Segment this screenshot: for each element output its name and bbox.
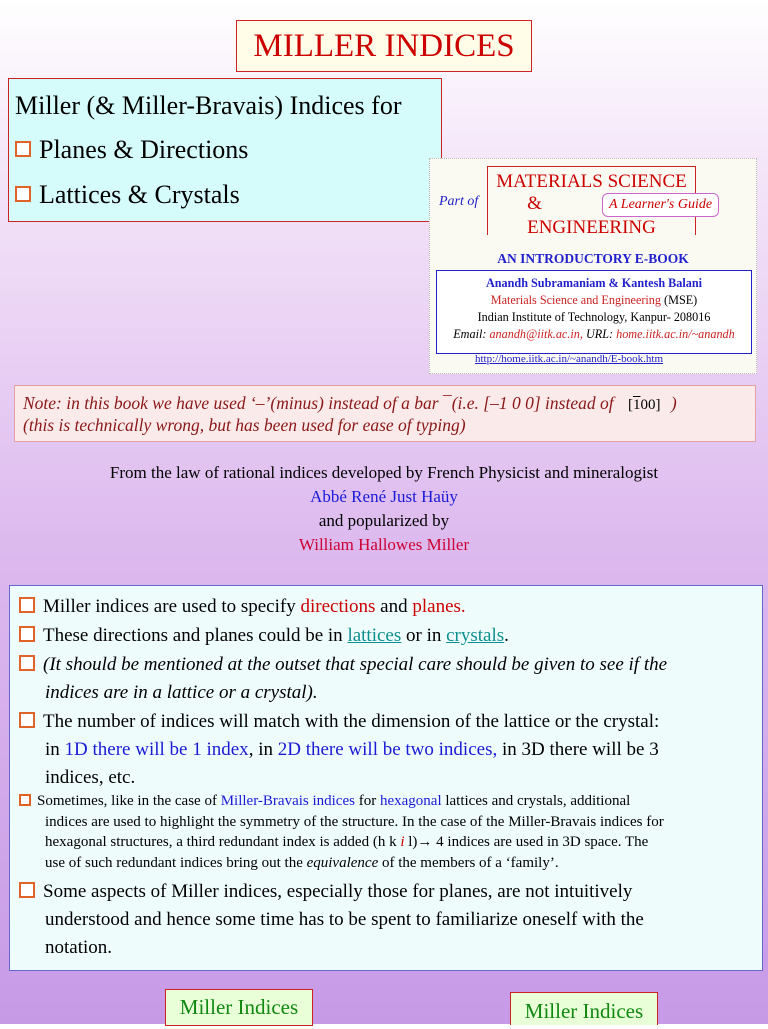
list-item: (It should be mentioned at the outset that special care should be given to see if the indices are in a lattice or a crystal). [19, 651, 667, 707]
square-bullet-icon [19, 626, 35, 642]
crystals-link[interactable]: crystals [446, 625, 505, 646]
square-bullet-icon [19, 655, 35, 671]
square-bullet-icon [19, 882, 35, 898]
square-bullet-icon [19, 712, 35, 728]
miller-indices-button-2[interactable]: Miller Indices [510, 992, 658, 1025]
square-bullet-icon [15, 141, 31, 157]
list-item: The number of indices will match with the dimension of the lattice or the crystal: in 1D there will be 1 index, in 2D there will be two indices, in 3D there will be 3 indices, etc. [19, 708, 659, 792]
hauy-name: Abbé René Just Haüy [310, 487, 458, 506]
lattices-link[interactable]: lattices [347, 625, 402, 646]
origin-line1: From the law of rational indices developed by French Physicist and mineralogist [109, 463, 659, 482]
learners-guide-badge: A Learner's Guide [602, 193, 719, 217]
contact-line: Email: anandh@iitk.ac.in, URL: home.iitk.ac.in/~anandh [453, 327, 735, 341]
intro-box [8, 78, 442, 222]
main-content-box [9, 585, 763, 971]
note-line1: Note: in this book we have used ‘–’(minus) instead of a bar ¯(i.e. [–1 0 0] instead of [100] ) [23, 393, 677, 413]
ebook-url-link[interactable]: http://home.iitk.ac.in/~anandh/E-book.htm [475, 353, 664, 365]
department-line: Materials Science and Engineering (MSE) [490, 293, 698, 307]
intro-bullet-lattices: Lattices & Crystals [15, 180, 240, 210]
miller-name: William Hallowes Miller [298, 535, 470, 554]
square-bullet-icon [19, 794, 31, 806]
part-of-label: Part of [439, 194, 479, 209]
book-title-line2: ENGINEERING [527, 217, 656, 238]
list-item: Some aspects of Miller indices, especially those for planes, are not intuitively understood and hence some time has to be spent to familiarize oneself with the notation. [19, 878, 644, 962]
origin-line2: and popularized by [318, 511, 450, 530]
note-line2: (this is technically wrong, but has been used for ease of typing) [23, 415, 466, 435]
authors-box [436, 270, 752, 354]
homepage-link[interactable]: home.iitk.ac.in/~anandh [616, 327, 735, 341]
miller-indices-button-1[interactable]: Miller Indices [165, 989, 313, 1026]
institute-line: Indian Institute of Technology, Kanpur- 208016 [477, 310, 711, 324]
list-item: Miller indices are used to specify directions and planes. [19, 593, 466, 621]
authors-names: Anandh Subramaniam & Kantesh Balani [485, 276, 703, 290]
ebook-panel [429, 158, 757, 374]
square-bullet-icon [19, 597, 35, 613]
intro-heading: Miller (& Miller-Bravais) Indices for [15, 91, 402, 120]
list-item: Sometimes, like in the case of Miller-Bravais indices for hexagonal lattices and crystals, additional indices are used to highlight the symmetry of the structure. In the case of the Miller-Bravais indices for hexagonal structures, a third redundant index is added (h k i l)→ 4 indices are used in 3D space. The use of such redundant indices bring out the equivalence of the members of a ‘family’. [19, 791, 664, 873]
intro-bullet-planes: Planes & Directions [15, 135, 248, 165]
email-link[interactable]: anandh@iitk.ac.in, [489, 327, 583, 341]
page-title: MILLER INDICES [236, 20, 532, 72]
bar-notation-formula: [100] [627, 397, 661, 413]
book-title-line1: MATERIALS SCIENCE [496, 171, 687, 192]
book-title-amp: & [527, 193, 542, 214]
list-item: These directions and planes could be in lattices or in crystals. [19, 622, 509, 650]
notation-note [14, 385, 756, 442]
square-bullet-icon [15, 186, 31, 202]
ebook-subtitle: AN INTRODUCTORY E-BOOK [497, 251, 689, 266]
